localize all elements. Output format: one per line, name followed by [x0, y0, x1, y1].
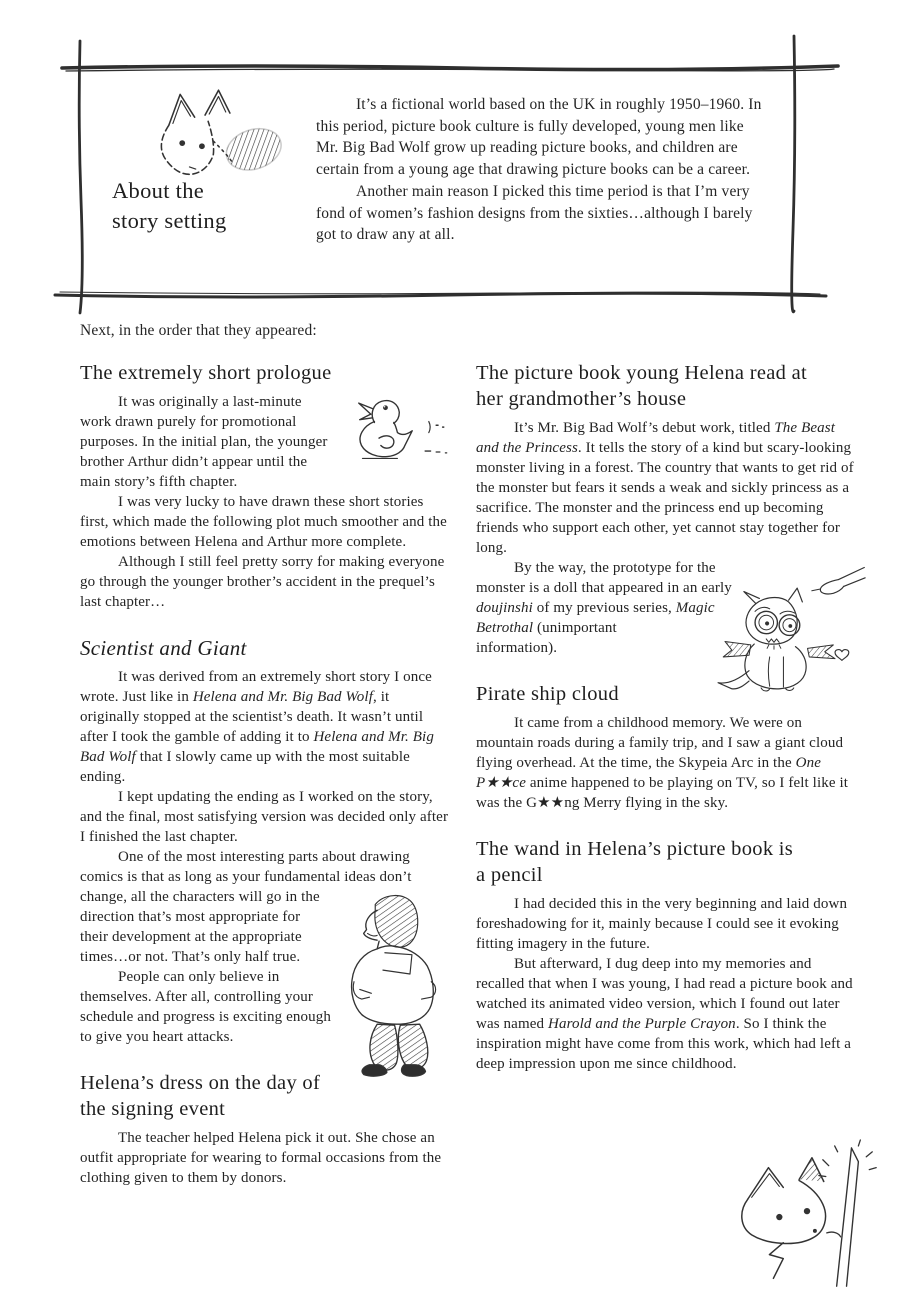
section-heading: The extremely short prologue: [80, 362, 332, 384]
fox-with-pencil-doodle: [724, 1138, 892, 1288]
about-paragraph: It’s a fictional world based on the UK in roughly 1950–1960. In this period, picture book culture is fully developed, young men like Mr. Big Bad Wolf grow up reading picture books, and children are certain from a young age that drawing picture books can be a career.: [316, 96, 762, 179]
body-paragraph: I kept updating the ending as I worked on the story, and the final, most satisfying version was decided only after I finished the last chapter.: [80, 789, 449, 845]
section-heading: The wand in Helena’s picture book is a pencil: [476, 838, 794, 886]
body-paragraph: One of the most interesting parts about drawing comics is that as long as your fundamental ideas don’t change, all the characters will go in the direction that’s most appropriate for their development at the appropriate times…or not. That’s only half true.: [80, 847, 452, 967]
article-section: [80, 635, 452, 1047]
article-section: [80, 1070, 452, 1188]
rubber-duck-doodle: [344, 392, 450, 464]
about-paragraph: Another main reason I picked this time period is that I’m very fond of women’s fashion designs from the sixties…although I barely got to draw any at all.: [316, 182, 753, 244]
two-column-layout: [80, 360, 860, 1188]
about-box-title: About the story setting: [112, 178, 227, 233]
body-paragraph: It was originally a last-minute work drawn purely for promotional purposes. In the initial plan, the younger brother Arthur didn’t appear until the main story’s fifth chapter.: [80, 392, 452, 492]
section-heading: Pirate ship cloud: [476, 683, 619, 705]
body-paragraph: It came from a childhood memory. We were on mountain roads during a family trip, and I saw a giant cloud flying overhead. At the time, the Skypeia Arc in the One P★★ce anime happened to be playing on TV, so I felt like it was the G★★ng Merry flying in the sky.: [476, 715, 849, 811]
article-section: [476, 836, 858, 1074]
body-paragraph: By the way, the prototype for the monster is a doll that appeared in an early doujinshi of my previous series, Magic Betrothal (unimportant information).: [476, 558, 858, 658]
body-paragraph: I had decided this in the very beginning and laid down foreshadowing for it, mainly because I could see it evoking fitting imagery in the future.: [476, 896, 848, 952]
left-column: [80, 360, 452, 1188]
right-column: [476, 360, 858, 1074]
body-paragraph: People can only believe in themselves. After all, controlling your schedule and progress is exciting enough to give you heart attacks.: [80, 969, 331, 1045]
section-heading: Helena’s dress on the day of the signing event: [80, 1072, 321, 1120]
article-section: [80, 360, 452, 612]
body-paragraph: I was very lucky to have drawn these short stories first, which made the following plot much smoother and the emotions between Helena and Arthur more complete.: [80, 494, 447, 550]
article-section: [476, 681, 858, 813]
about-box-text: [316, 94, 768, 246]
standing-person-doodle: [340, 889, 452, 1087]
main-content: [80, 321, 860, 1188]
body-paragraph: It’s Mr. Big Bad Wolf’s debut work, titled The Beast and the Princess. It tells the story of a kind but scary-looking monster living in a forest. The country that wants to get rid of the monster but fears it sends a weak and sickly princess as a sacrifice. The monster and the princess end up becoming friends who support each other, yet cannot stay together for long.: [476, 420, 854, 556]
section-heading: The picture book young Helena read at her grandmother’s house: [476, 362, 808, 410]
section-heading: Scientist and Giant: [80, 636, 247, 660]
fox-face-doodle: [148, 84, 288, 188]
body-paragraph: The teacher helped Helena pick it out. She chose an outfit appropriate for wearing to formal occasions from the clothing given to them by donors.: [80, 1130, 442, 1186]
intro-line: Next, in the order that they appeared:: [80, 322, 317, 339]
body-paragraph: It was derived from an extremely short story I once wrote. Just like in Helena and Mr. Big Bad Wolf, it originally stopped at the scientist’s death. It wasn’t until after I took the gamble of adding it to Helena and Mr. Big Bad Wolf that I slowly came up with the most suitable ending.: [80, 669, 434, 785]
article-section: [476, 360, 858, 658]
body-paragraph: But afterward, I dug deep into my memories and recalled that when I was young, I had read a picture book and watched its animated video version, which I found out later was named Harold and the Purple Crayon. So I think the inspiration might have come from this work, which had left a deep impression upon me since childhood.: [476, 956, 853, 1072]
body-paragraph: Although I still feel pretty sorry for making everyone go through the younger brother’s accident in the prequel’s last chapter…: [80, 554, 445, 610]
